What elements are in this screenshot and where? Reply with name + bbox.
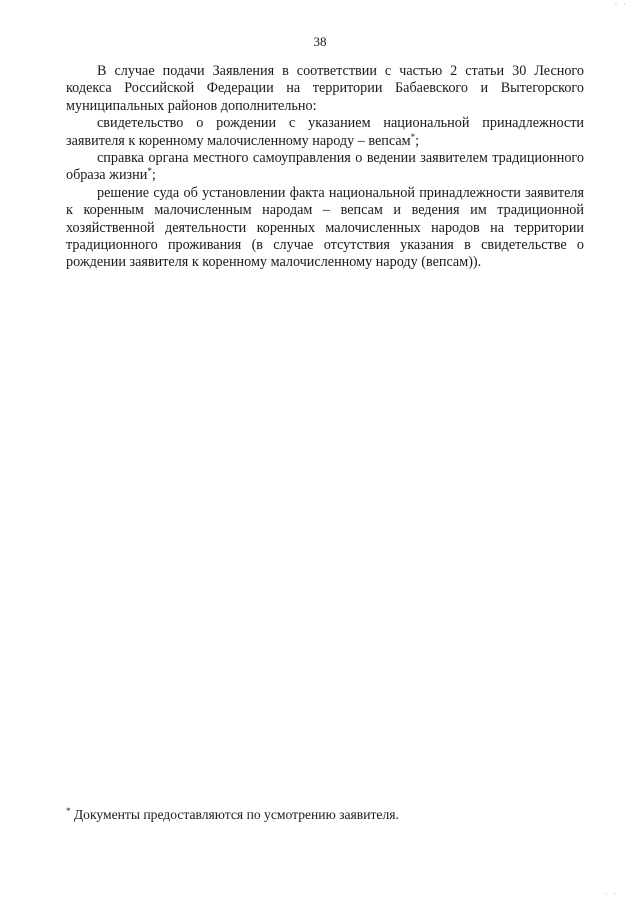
footnote-marker: *	[410, 131, 416, 142]
footnote-marker: *	[66, 806, 71, 816]
scan-artifact-bottom: · ·	[604, 890, 618, 899]
paragraph-birth-certificate-tail: ;	[415, 132, 420, 149]
paragraph-local-authority-certificate	[66, 150, 584, 185]
footnote-text: Документы предоставляются по усмотрению заявителя.	[70, 807, 399, 822]
footnote	[66, 806, 584, 823]
paragraph-court-decision	[66, 185, 584, 272]
paragraph-birth-certificate-text: свидетельство о рождении с указанием национальной принадлежности заявителя к коренному малочисленному народу – вепсам	[66, 115, 584, 149]
paragraph-intro-text: В случае подачи Заявления в соответствии с частью 2 статьи 30 Лесного кодекса Российской Федерации на территории Бабаевского и Вытегорского муниципальных районов дополнительно:	[66, 63, 584, 114]
document-body	[66, 63, 584, 272]
paragraph-intro	[66, 63, 584, 115]
paragraph-birth-certificate	[66, 115, 584, 150]
paragraph-court-decision-text: решение суда об установлении факта национальной принадлежности заявителя к коренным малочисленным народам – вепсам и ведения им традиционной хозяйственной деятельности коренных малочисленных народов на территории традиционного проживания (в случае отсутствия указания в свидетельстве о рождении заявителя к коренному малочисленному народу (вепсам)).	[66, 184, 584, 271]
page-number: 38	[313, 34, 327, 49]
paragraph-local-authority-certificate-tail: ;	[151, 167, 156, 184]
footnote-separator	[66, 802, 216, 803]
scan-artifact-top: · ·	[614, 0, 628, 9]
paragraph-local-authority-certificate-text: справка органа местного самоуправления о ведении заявителем традиционного образа жизни	[66, 150, 584, 184]
footnote-marker: *	[147, 166, 152, 177]
